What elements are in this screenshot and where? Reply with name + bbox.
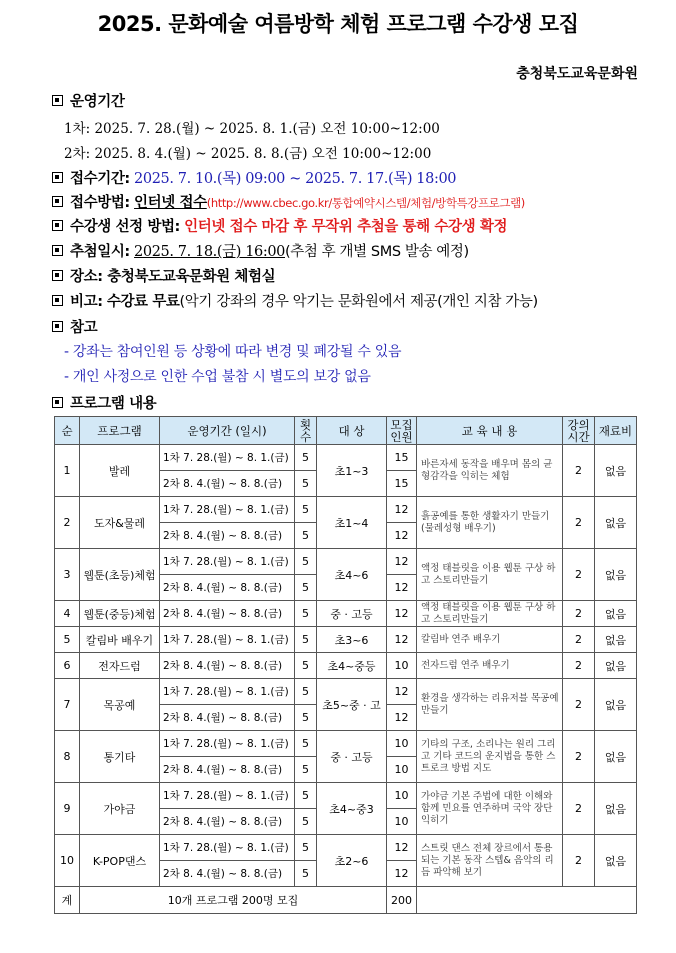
cell-count: 5 — [295, 601, 317, 627]
bullet-square-icon — [52, 172, 63, 183]
cell-hours: 2 — [563, 783, 595, 835]
cell-fee: 없음 — [595, 679, 637, 731]
cell-hours: 2 — [563, 835, 595, 887]
table-row — [55, 497, 637, 523]
cell-content: 바른자세 동작을 배우며 몸의 균형감각을 익히는 체험 — [417, 445, 563, 497]
bullet-square-icon — [52, 397, 63, 408]
reference-item-1: - 강좌는 참여인원 등 상황에 따라 변경 및 폐강될 수 있음 — [64, 344, 402, 360]
cell-fee: 없음 — [595, 627, 637, 653]
cell-no: 6 — [55, 653, 80, 679]
cell-count: 5 — [295, 497, 317, 523]
cell-count: 5 — [295, 861, 317, 887]
cell-no: 2 — [55, 497, 80, 549]
cell-capacity: 15 — [387, 445, 417, 471]
cell-content: 칼림바 연주 배우기 — [417, 627, 563, 653]
cell-count: 5 — [295, 731, 317, 757]
cell-content: 액정 태블릿을 이용 웹툰 구상 하고 스토리만들기 — [417, 601, 563, 627]
program-table-body — [55, 445, 637, 887]
bullet-square-icon — [52, 245, 63, 256]
cell-count: 5 — [295, 835, 317, 861]
cell-no: 4 — [55, 601, 80, 627]
cell-capacity: 12 — [387, 679, 417, 705]
cell-capacity: 12 — [387, 549, 417, 575]
col-fee: 재료비 — [595, 417, 637, 445]
cell-hours: 2 — [563, 627, 595, 653]
cell-capacity: 12 — [387, 861, 417, 887]
col-target: 대 상 — [317, 417, 387, 445]
cell-program: 발레 — [80, 445, 160, 497]
total-empty — [417, 887, 637, 914]
cell-period: 1차 7. 28.(월) ~ 8. 1.(금) — [160, 627, 295, 653]
cell-capacity: 12 — [387, 627, 417, 653]
cell-content: 전자드럼 연주 배우기 — [417, 653, 563, 679]
bullet-square-icon — [52, 95, 63, 106]
cell-target: 초3~6 — [317, 627, 387, 653]
cell-capacity: 10 — [387, 809, 417, 835]
cell-period: 1차 7. 28.(월) ~ 8. 1.(금) — [160, 783, 295, 809]
cell-hours: 2 — [563, 445, 595, 497]
table-row — [55, 835, 637, 861]
application-method: 접수방법: 인터넷 접수(http://www.cbec.go.kr/통합예약시스템/체험/방학특강프로그램) — [52, 191, 525, 212]
cell-content: 스트릿 댄스 전체 장르에서 통용되는 기본 동작 스텝& 음악의 리듬 파악해 보기 — [417, 835, 563, 887]
cell-period: 1차 7. 28.(월) ~ 8. 1.(금) — [160, 731, 295, 757]
cell-capacity: 12 — [387, 705, 417, 731]
cell-period: 2차 8. 4.(월) ~ 8. 8.(금) — [160, 575, 295, 601]
cell-count: 5 — [295, 757, 317, 783]
lottery-date: 추첨일시: 2025. 7. 18.(금) 16:00(추첨 후 개별 SMS 발송 예정) — [52, 240, 469, 261]
remark: 비고: 수강료 무료(악기 강좌의 경우 악기는 문화원에서 제공(개인 지참 가능) — [52, 290, 538, 311]
cell-count: 5 — [295, 783, 317, 809]
total-capacity: 200 — [387, 887, 417, 914]
cell-no: 10 — [55, 835, 80, 887]
cell-program: 칼림바 배우기 — [80, 627, 160, 653]
cell-capacity: 15 — [387, 471, 417, 497]
bullet-square-icon — [52, 295, 63, 306]
selection-method: 수강생 선정 방법: 인터넷 접수 마감 후 무작위 추첨을 통해 수강생 확정 — [52, 215, 507, 236]
cell-hours: 2 — [563, 679, 595, 731]
application-link[interactable]: (http://www.cbec.go.kr/통합예약시스템/체험/방학특강프로그램) — [206, 196, 525, 210]
cell-period: 2차 8. 4.(월) ~ 8. 8.(금) — [160, 861, 295, 887]
operation-round-2: 2차: 2025. 8. 4.(월) ~ 2025. 8. 8.(금) 오전 10:00~12:00 — [64, 146, 432, 162]
table-row — [55, 783, 637, 809]
cell-program: 통기타 — [80, 731, 160, 783]
cell-target: 초4~중등 — [317, 653, 387, 679]
cell-hours: 2 — [563, 731, 595, 783]
cell-fee: 없음 — [595, 783, 637, 835]
cell-count: 5 — [295, 471, 317, 497]
cell-fee: 없음 — [595, 445, 637, 497]
cell-program: 웹툰(초등)체험 — [80, 549, 160, 601]
col-no: 순 — [55, 417, 80, 445]
program-table — [54, 416, 637, 914]
operation-round-1: 1차: 2025. 7. 28.(월) ~ 2025. 8. 1.(금) 오전 10:00~12:00 — [64, 121, 440, 137]
bullet-square-icon — [52, 196, 63, 207]
cell-fee: 없음 — [595, 653, 637, 679]
table-row — [55, 731, 637, 757]
cell-capacity: 10 — [387, 653, 417, 679]
cell-program: 웹툰(중등)체험 — [80, 601, 160, 627]
cell-period: 1차 7. 28.(월) ~ 8. 1.(금) — [160, 445, 295, 471]
cell-period: 2차 8. 4.(월) ~ 8. 8.(금) — [160, 757, 295, 783]
cell-period: 2차 8. 4.(월) ~ 8. 8.(금) — [160, 523, 295, 549]
cell-hours: 2 — [563, 497, 595, 549]
cell-content: 환경을 생각하는 리유저블 목공예 만들기 — [417, 679, 563, 731]
table-row — [55, 445, 637, 471]
cell-capacity: 12 — [387, 523, 417, 549]
cell-period: 2차 8. 4.(월) ~ 8. 8.(금) — [160, 809, 295, 835]
cell-capacity: 12 — [387, 497, 417, 523]
cell-capacity: 10 — [387, 731, 417, 757]
cell-count: 5 — [295, 653, 317, 679]
cell-program: K-POP댄스 — [80, 835, 160, 887]
program-heading: 프로그램 내용 — [52, 392, 156, 413]
cell-period: 2차 8. 4.(월) ~ 8. 8.(금) — [160, 601, 295, 627]
table-row — [55, 601, 637, 627]
cell-period: 1차 7. 28.(월) ~ 8. 1.(금) — [160, 835, 295, 861]
cell-no: 3 — [55, 549, 80, 601]
cell-no: 7 — [55, 679, 80, 731]
cell-no: 1 — [55, 445, 80, 497]
cell-count: 5 — [295, 549, 317, 575]
cell-capacity: 12 — [387, 835, 417, 861]
cell-capacity: 12 — [387, 601, 417, 627]
bullet-square-icon — [52, 220, 63, 231]
cell-program: 전자드럼 — [80, 653, 160, 679]
cell-content: 가야금 기본 주법에 대한 이해와 함께 민요를 연주하며 국악 장단 익히기 — [417, 783, 563, 835]
table-row — [55, 627, 637, 653]
cell-target: 초4~6 — [317, 549, 387, 601]
col-count: 횟수 — [295, 417, 317, 445]
cell-no: 8 — [55, 731, 80, 783]
cell-period: 1차 7. 28.(월) ~ 8. 1.(금) — [160, 497, 295, 523]
cell-capacity: 12 — [387, 575, 417, 601]
table-row — [55, 653, 637, 679]
cell-count: 5 — [295, 445, 317, 471]
cell-target: 초1~3 — [317, 445, 387, 497]
cell-target: 초2~6 — [317, 835, 387, 887]
col-program: 프로그램 — [80, 417, 160, 445]
cell-fee: 없음 — [595, 549, 637, 601]
cell-target: 초4~중3 — [317, 783, 387, 835]
cell-hours: 2 — [563, 549, 595, 601]
bullet-square-icon — [52, 270, 63, 281]
col-capacity: 모집인원 — [387, 417, 417, 445]
reference-heading: 참고 — [52, 316, 97, 337]
bullet-square-icon — [52, 321, 63, 332]
cell-period: 1차 7. 28.(월) ~ 8. 1.(금) — [160, 679, 295, 705]
cell-target: 초1~4 — [317, 497, 387, 549]
cell-target: 중 · 고등 — [317, 601, 387, 627]
cell-count: 5 — [295, 523, 317, 549]
cell-period: 2차 8. 4.(월) ~ 8. 8.(금) — [160, 705, 295, 731]
cell-target: 초5~중 · 고 — [317, 679, 387, 731]
cell-period: 2차 8. 4.(월) ~ 8. 8.(금) — [160, 471, 295, 497]
cell-no: 9 — [55, 783, 80, 835]
cell-program: 도자&물레 — [80, 497, 160, 549]
cell-content: 액정 태블릿을 이용 웹툰 구상 하고 스토리만들기 — [417, 549, 563, 601]
cell-hours: 2 — [563, 601, 595, 627]
cell-target: 중 · 고등 — [317, 731, 387, 783]
table-header — [55, 417, 637, 445]
cell-fee: 없음 — [595, 731, 637, 783]
cell-content: 흙공예를 통한 생활자기 만들기(물레성형 배우기) — [417, 497, 563, 549]
cell-count: 5 — [295, 809, 317, 835]
cell-count: 5 — [295, 575, 317, 601]
cell-period: 2차 8. 4.(월) ~ 8. 8.(금) — [160, 653, 295, 679]
cell-program: 목공예 — [80, 679, 160, 731]
col-hours: 강의시간 — [563, 417, 595, 445]
col-period: 운영기간 (일시) — [160, 417, 295, 445]
table-total-row — [55, 887, 637, 914]
cell-fee: 없음 — [595, 835, 637, 887]
cell-no: 5 — [55, 627, 80, 653]
cell-hours: 2 — [563, 653, 595, 679]
cell-period: 1차 7. 28.(월) ~ 8. 1.(금) — [160, 549, 295, 575]
cell-count: 5 — [295, 705, 317, 731]
total-label: 계 — [55, 887, 80, 914]
application-period: 접수기간: 2025. 7. 10.(목) 09:00 ~ 2025. 7. 17.(목) 18:00 — [52, 167, 456, 188]
cell-capacity: 10 — [387, 757, 417, 783]
cell-program: 가야금 — [80, 783, 160, 835]
cell-capacity: 10 — [387, 783, 417, 809]
cell-count: 5 — [295, 627, 317, 653]
cell-count: 5 — [295, 679, 317, 705]
total-summary: 10개 프로그램 200명 모집 — [80, 887, 387, 914]
organization-name: 충청북도교육문화원 — [516, 66, 638, 82]
operation-heading: 운영기간 — [52, 90, 124, 111]
cell-content: 기타의 구조, 소리나는 원리 그리고 기타 코드의 운지법을 통한 스트로크 방법 지도 — [417, 731, 563, 783]
table-row — [55, 549, 637, 575]
reference-item-2: - 개인 사정으로 인한 수업 불참 시 별도의 보강 없음 — [64, 369, 371, 385]
table-row — [55, 679, 637, 705]
place: 장소: 충청북도교육문화원 체험실 — [52, 265, 275, 286]
page-title: 2025. 문화예술 여름방학 체험 프로그램 수강생 모집 — [97, 12, 579, 36]
cell-fee: 없음 — [595, 601, 637, 627]
cell-fee: 없음 — [595, 497, 637, 549]
col-content: 교 육 내 용 — [417, 417, 563, 445]
